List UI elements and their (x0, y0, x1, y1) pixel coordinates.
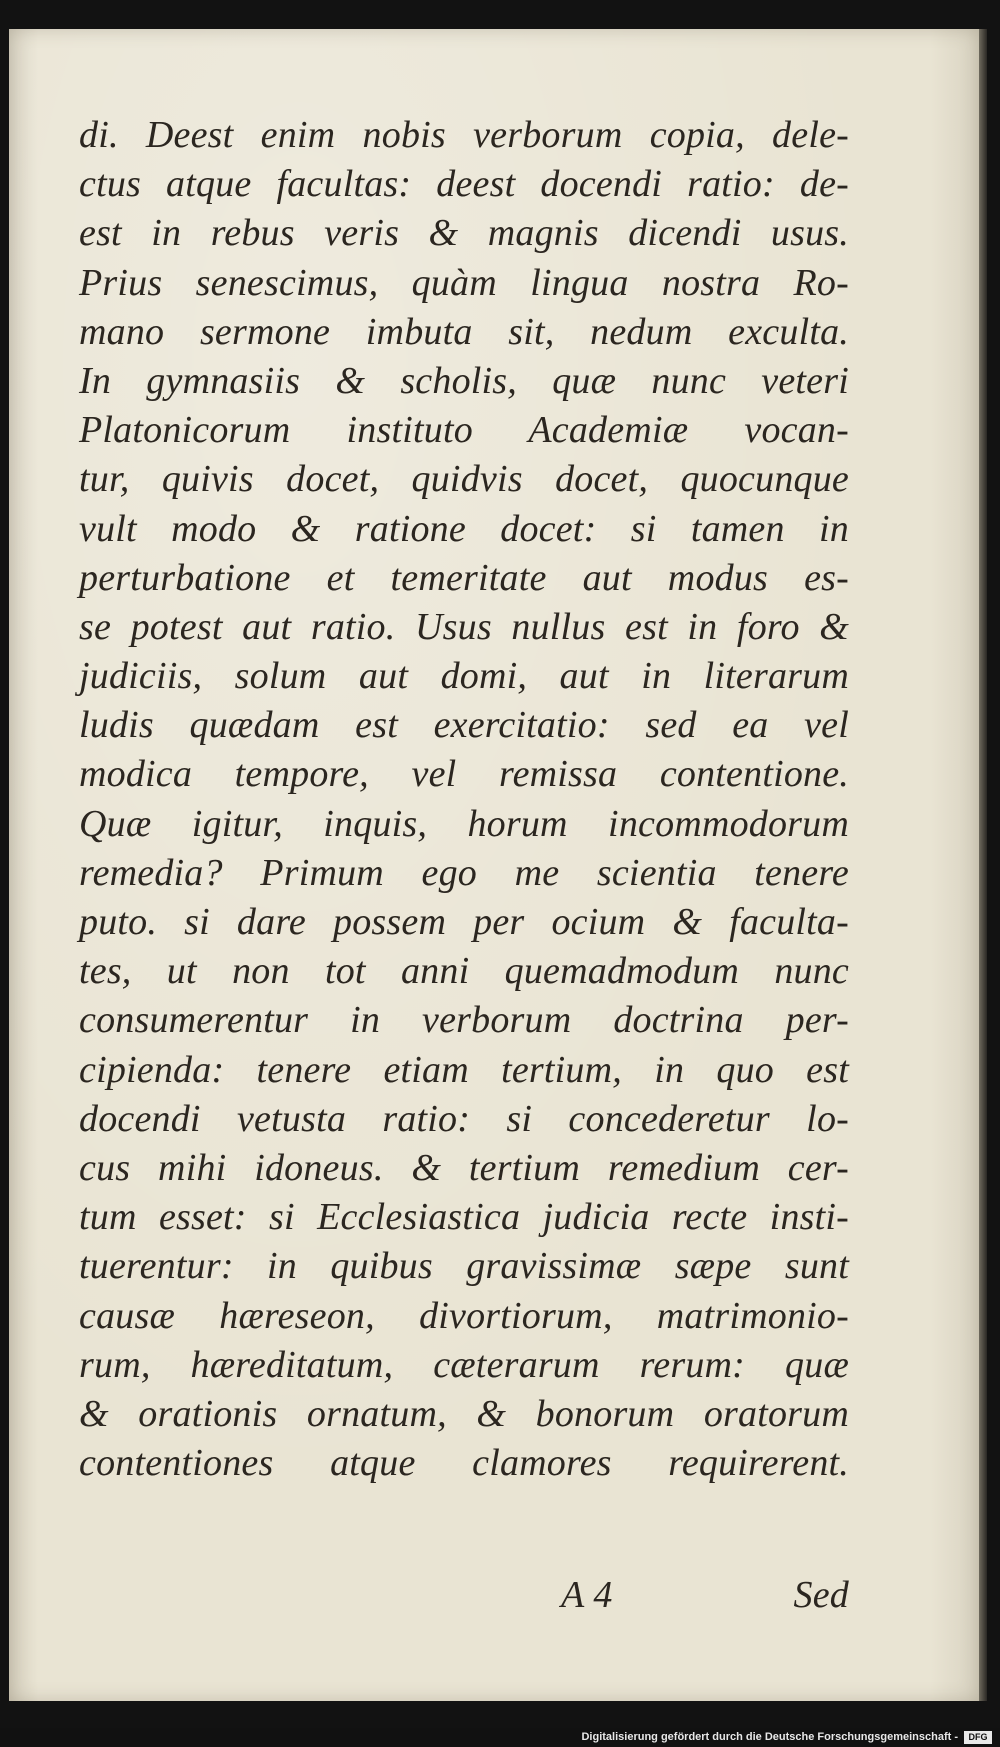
text-line: judiciis, solum aut domi, aut in literarum (79, 655, 849, 698)
text-line: Prius senescimus, quàm lingua nostra Ro- (79, 261, 849, 304)
text-line: tur, quivis docet, quidvis docet, quocunque (79, 458, 849, 501)
page-text-block (79, 111, 849, 1616)
page-footer (79, 1571, 849, 1620)
text-line: se potest aut ratio. Usus nullus est in foro & (79, 605, 849, 648)
text-line: tes, ut non tot anni quemadmodum nunc (79, 950, 849, 993)
text-line: di. Deest enim nobis verborum copia, dele- (79, 114, 849, 156)
text-line: modica tempore, vel remissa contentione. (79, 753, 849, 796)
text-line: puto. si dare possem per ocium & faculta- (79, 901, 849, 943)
text-line: ludis quædam est exercitatio: sed ea vel (79, 704, 849, 747)
catchword: Sed (793, 1574, 849, 1616)
text-line: tuerentur: in quibus gravissimæ sæpe sunt (79, 1245, 849, 1288)
text-line: consumerentur in verborum doctrina per- (79, 999, 849, 1042)
dfg-logo: DFG (964, 1731, 992, 1744)
text-line: tum esset: si Ecclesiastica judicia recte insti- (79, 1196, 849, 1239)
text-line: ctus atque facultas: deest docendi ratio: de- (79, 163, 849, 206)
signature-mark: A 4 (561, 1574, 613, 1616)
text-line: contentiones atque clamores requirerent. (79, 1442, 849, 1485)
text-line: mano sermone imbuta sit, nedum exculta. (79, 310, 849, 353)
text-line: docendi vetusta ratio: si concederetur lo- (79, 1097, 849, 1140)
text-line: cipienda: tenere etiam tertium, in quo est (79, 1048, 849, 1091)
text-line: est in rebus veris & magnis dicendi usus. (79, 212, 849, 255)
page-edge (979, 29, 987, 1701)
text-line: Quæ igitur, inquis, horum incommodorum (79, 802, 849, 845)
text-line: rum, hæreditatum, cæterarum rerum: quæ (79, 1343, 849, 1386)
digitization-credit: Digitalisierung gefördert durch die Deutsche Forschungsgemeinschaft - (581, 1731, 958, 1743)
text-line: remedia? Primum ego me scientia tenere (79, 851, 849, 894)
book-page (9, 29, 979, 1701)
text-line: cus mihi idoneus. & tertium remedium cer- (79, 1146, 849, 1189)
text-line: Platonicorum instituto Academiæ vocan- (79, 409, 849, 452)
text-line: vult modo & ratione docet: si tamen in (79, 507, 849, 550)
text-line: perturbatione et temeritate aut modus es- (79, 556, 849, 599)
text-line: causæ hæreseon, divortiorum, matrimonio- (79, 1294, 849, 1337)
text-line: & orationis ornatum, & bonorum oratorum (79, 1392, 849, 1435)
text-line: In gymnasiis & scholis, quæ nunc veteri (79, 359, 849, 402)
